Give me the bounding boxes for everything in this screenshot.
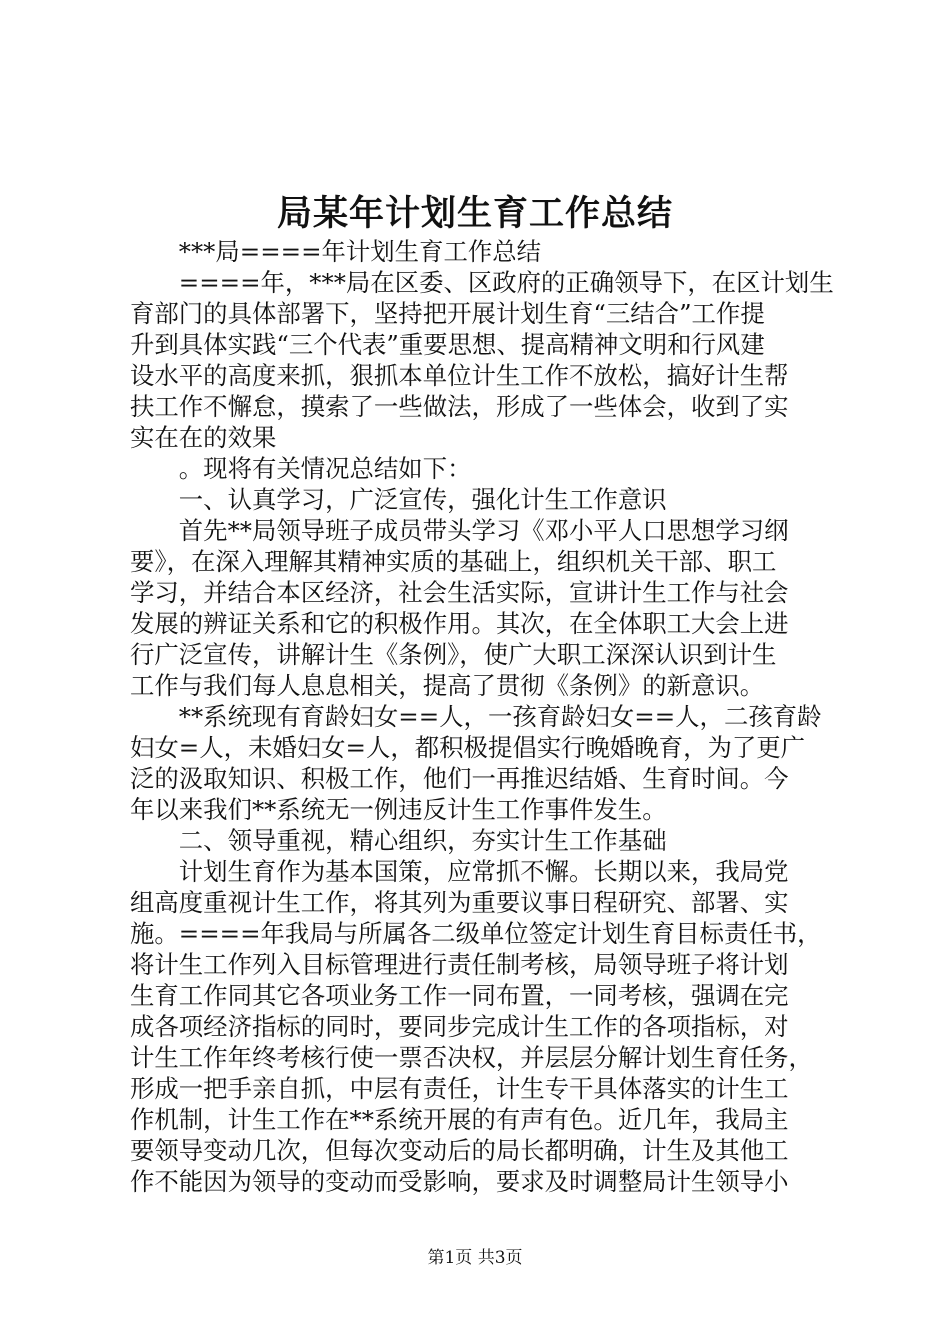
body-line: 要》，在深入理解其精神实质的基础上，组织机关干部、职工: [130, 547, 777, 576]
body-line: 将计生工作列入目标管理进行责任制考核，局领导班子将计划: [130, 950, 789, 979]
body-line: 生育工作同其它各项业务工作一同布置，一同考核，强调在完: [130, 981, 789, 1010]
body-line: 首先**局领导班子成员带头学习《邓小平人口思想学习纲: [130, 516, 789, 545]
body-line: 升到具体实践“三个代表”重要思想、提高精神文明和行风建: [130, 330, 765, 359]
document-body: [130, 236, 834, 1197]
section-heading: 二、领导重视，精心组织，夯实计生工作基础: [130, 826, 667, 855]
body-line: 扶工作不懈怠，摸索了一些做法，形成了一些体会，收到了实: [130, 392, 789, 421]
body-line: **系统现有育龄妇女==人，一孩育龄妇女==人，二孩育龄: [130, 702, 822, 731]
body-line: 育部门的具体部署下，坚持把开展计划生育“三结合”工作提: [130, 299, 765, 328]
page-number-footer: 第1页 共3页: [427, 1248, 523, 1268]
body-line: 。现将有关情况总结如下：: [130, 454, 472, 483]
section-heading: 一、认真学习，广泛宣传，强化计生工作意识: [130, 485, 667, 514]
body-line: ====年，***局在区委、区政府的正确领导下，在区计划生: [130, 268, 834, 297]
body-line: 形成一把手亲自抓，中层有责任，计生专干具体落实的计生工: [130, 1074, 789, 1103]
document-title: 局某年计划生育工作总结: [276, 193, 673, 234]
body-line: 年以来我们**系统无一例违反计生工作事件发生。: [130, 795, 667, 824]
body-line: 工作与我们每人息息相关，提高了贯彻《条例》的新意识。: [130, 671, 765, 700]
body-line: 发展的辨证关系和它的积极作用。其次，在全体职工大会上进: [130, 609, 789, 638]
body-line: 泛的汲取知识、积极工作，他们一再推迟结婚、生育时间。今: [130, 764, 789, 793]
body-line: 要领导变动几次，但每次变动后的局长都明确，计生及其他工: [130, 1136, 789, 1165]
body-line: 行广泛宣传，讲解计生《条例》，使广大职工深深认识到计生: [130, 640, 777, 669]
body-line: 成各项经济指标的同时，要同步完成计生工作的各项指标，对: [130, 1012, 789, 1041]
body-line: 学习，并结合本区经济，社会生活实际，宣讲计生工作与社会: [130, 578, 789, 607]
body-line: 设水平的高度来抓，狠抓本单位计生工作不放松，搞好计生帮: [130, 361, 789, 390]
body-line: 实在在的效果: [130, 423, 277, 452]
body-line: 计生工作年终考核行使一票否决权，并层层分解计划生育任务，: [130, 1043, 813, 1072]
body-line: 作机制，计生工作在**系统开展的有声有色。近几年，我局主: [130, 1105, 789, 1134]
body-line: 计划生育作为基本国策，应常抓不懈。长期以来，我局党: [130, 857, 789, 886]
body-line: 妇女=人，未婚妇女=人，都积极提倡实行晚婚晚育，为了更广: [130, 733, 806, 762]
body-line: 作不能因为领导的变动而受影响，要求及时调整局计生领导小: [130, 1167, 789, 1196]
body-line: 组高度重视计生工作，将其列为重要议事日程研究、部署、实: [130, 888, 789, 917]
body-line: 施。====年我局与所属各二级单位签定计划生育目标责任书，: [130, 919, 822, 948]
body-line: ***局====年计划生育工作总结: [130, 237, 542, 266]
